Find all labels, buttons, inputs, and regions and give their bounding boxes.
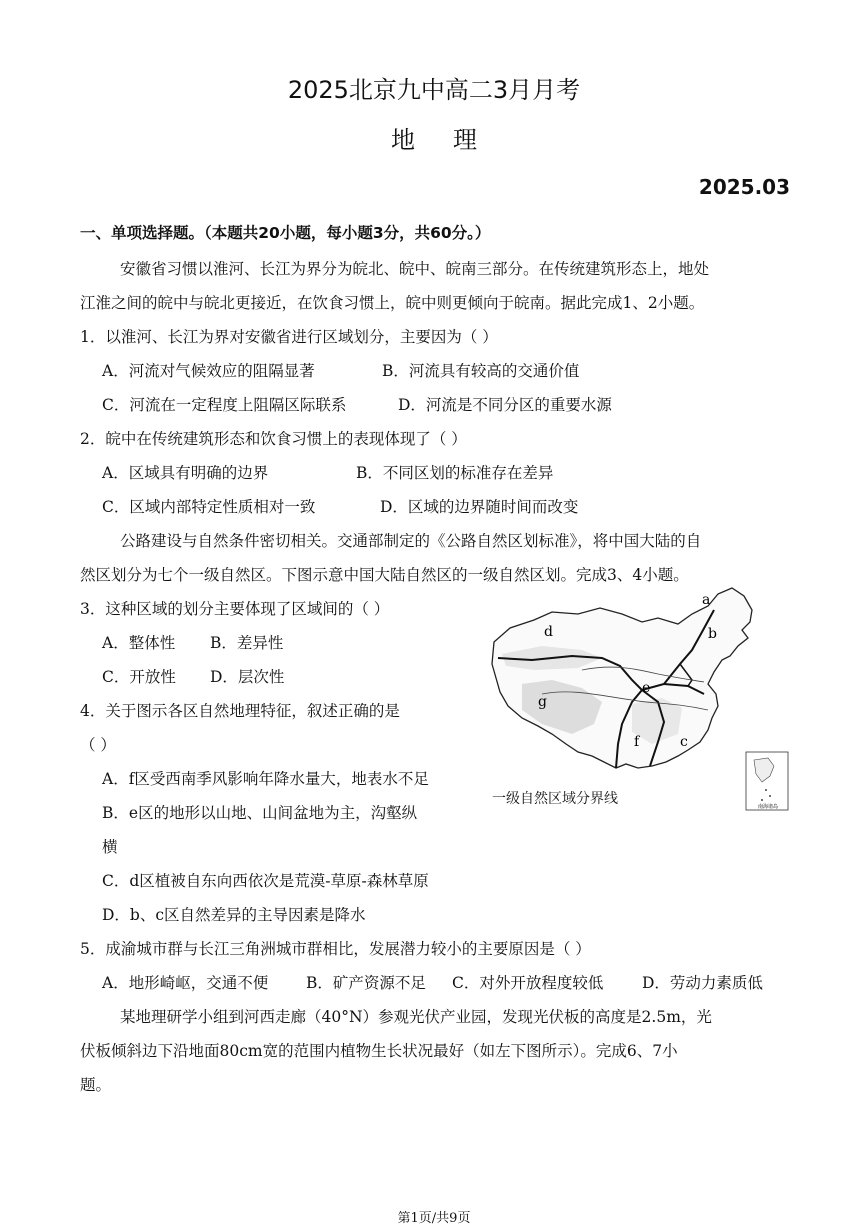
q2-option-c: C．区域内部特定性质相对一致 (102, 498, 316, 516)
china-outline (492, 588, 752, 768)
q4-stem: 4．关于图示各区自然地理特征，叙述正确的是 (80, 702, 400, 720)
q4-option-b-cont: 横 (102, 838, 118, 856)
q3-option-b: B．差异性 (210, 634, 284, 652)
region-label-d: d (544, 624, 553, 640)
q3-option-d: D．层次性 (210, 668, 285, 686)
region-label-g: g (538, 694, 547, 710)
passage2-line1: 公路建设与自然条件密切相关。交通部制定的《公路自然区划标准》，将中国大陆的自 (120, 532, 702, 550)
q5-stem: 5．成渝城市群与长江三角洲城市群相比，发展潜力较小的主要原因是（ ） (80, 940, 591, 958)
q4-stem-paren: （ ） (80, 736, 116, 754)
q3-option-c: C．开放性 (102, 668, 176, 686)
q5-option-c: C．对外开放程度较低 (452, 974, 604, 992)
passage3-line1: 某地理研学小组到河西走廊（40°N）参观光伏产业园，发现光伏板的高度是2.5m，光 (120, 1008, 712, 1026)
map-svg (482, 584, 794, 816)
q4-option-b: B．e区的地形以山地、山间盆地为主，沟壑纵 (102, 804, 418, 822)
passage3-line2: 伏板倾斜边下沿地面80cm宽的范围内植物生长状况最好（如左下图所示）。完成6、7小 (80, 1042, 678, 1060)
subject-title: 地理 (391, 126, 515, 154)
page-number: 第1页/共9页 (397, 1211, 471, 1226)
q1-option-b: B．河流具有较高的交通价值 (382, 362, 580, 380)
china-natural-regions-map (482, 584, 794, 816)
q1-option-d: D．河流是不同分区的重要水源 (398, 396, 612, 414)
section-heading: 一、单项选择题。（本题共20小题，每小题3分，共60分。） (80, 224, 491, 242)
passage3-line3: 题。 (80, 1076, 112, 1094)
region-label-a: a (702, 592, 711, 608)
inset-label: 南海诸岛 (757, 804, 779, 810)
q1-option-c: C．河流在一定程度上阻隔区际联系 (102, 396, 347, 414)
q5-option-a: A．地形崎岖，交通不便 (102, 974, 269, 992)
q2-option-a: A．区域具有明确的边界 (102, 464, 269, 482)
q1-stem: 1．以淮河、长江为界对安徽省进行区域划分，主要因为（ ） (80, 328, 498, 346)
q5-option-b: B．矿产资源不足 (306, 974, 426, 992)
q2-stem: 2．皖中在传统建筑形态和饮食习惯上的表现体现了（ ） (80, 430, 467, 448)
q2-option-d: D．区域的边界随时间而改变 (380, 498, 579, 516)
q3-stem: 3．这种区域的划分主要体现了区域间的（ ） (80, 600, 390, 618)
exam-date: 2025.03 (698, 175, 790, 199)
region-label-b: b (708, 626, 717, 642)
q1-option-a: A．河流对气候效应的阻隔显著 (102, 362, 315, 380)
region-label-c: c (680, 734, 688, 750)
exam-title: 2025北京九中高二3月月考 (287, 76, 581, 104)
q2-option-b: B．不同区划的标准存在差异 (356, 464, 554, 482)
q4-option-a: A．f区受西南季风影响年降水量大，地表水不足 (102, 770, 429, 788)
passage1-line2: 江淮之间的皖中与皖北更接近，在饮食习惯上，皖中则更倾向于皖南。据此完成1、2小题。 (80, 294, 705, 312)
q3-option-a: A．整体性 (102, 634, 176, 652)
q5-option-d: D．劳动力素质低 (642, 974, 763, 992)
region-label-f: f (634, 734, 640, 750)
passage1-line1: 安徽省习惯以淮河、长江为界分为皖北、皖中、皖南三部分。在传统建筑形态上，地处 (120, 260, 710, 278)
passage2-line2: 然区划分为七个一级自然区。下图示意中国大陆自然区的一级自然区划。完成3、4小题。 (80, 566, 689, 584)
q4-option-d: D．b、c区自然差异的主导因素是降水 (102, 906, 366, 924)
q4-option-c: C．d区植被自东向西依次是荒漠-草原-森林草原 (102, 872, 429, 890)
map-caption: 一级自然区域分界线 (492, 791, 618, 807)
region-label-e: e (642, 680, 651, 696)
